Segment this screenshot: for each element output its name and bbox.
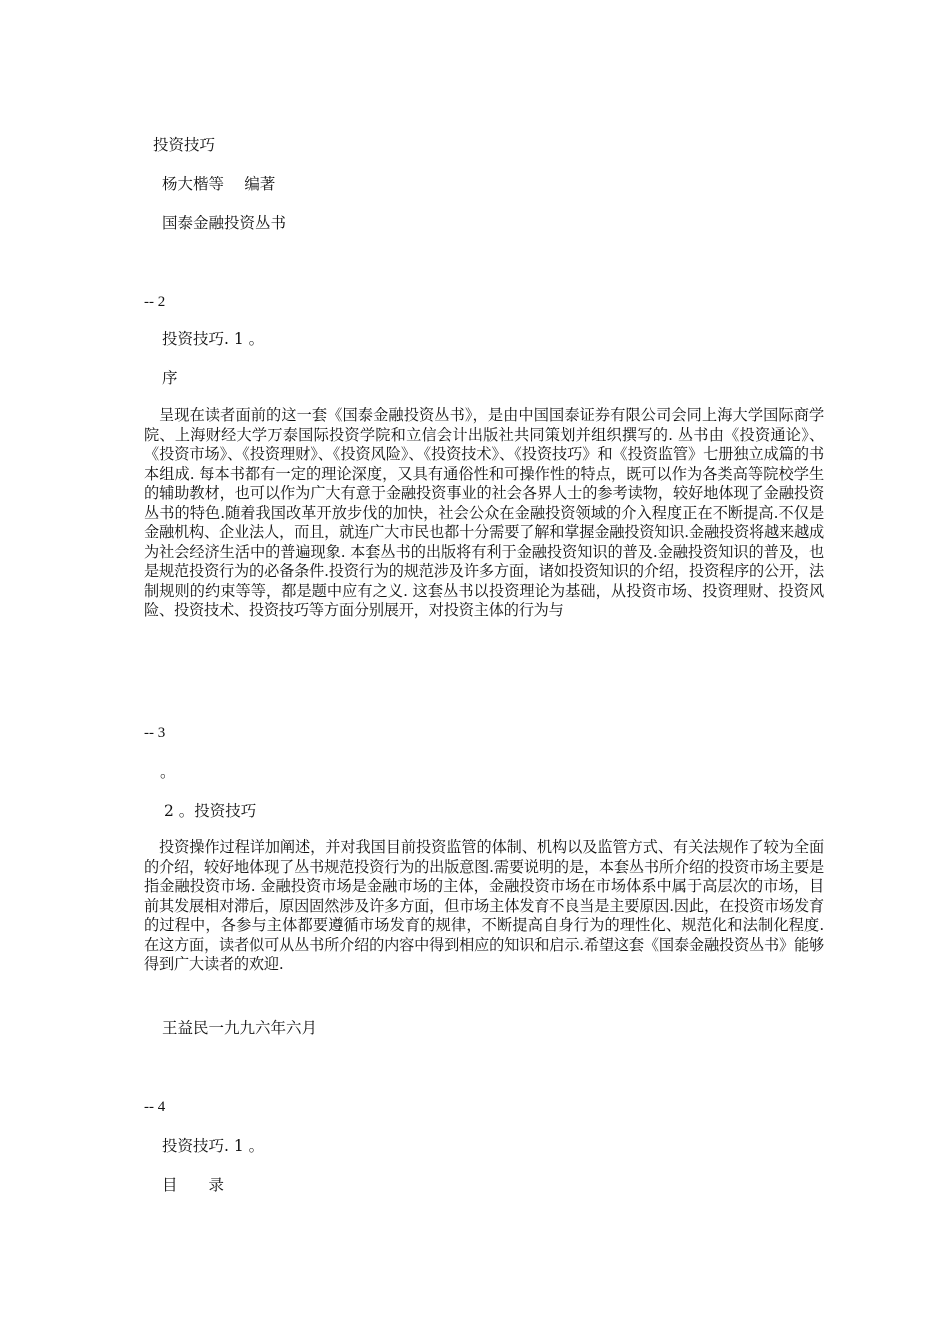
series-name: 国泰金融投资丛书 xyxy=(162,214,287,232)
running-header-4: 投资技巧. 1 。 xyxy=(162,1137,265,1155)
page-marker-2: -- 2 xyxy=(144,294,166,310)
page-marker-4: -- 4 xyxy=(144,1099,166,1115)
author-line: 杨大楷等 编著 xyxy=(162,175,276,193)
running-header-3: 2 。投资技巧 xyxy=(164,802,257,820)
preface-body-part1: 呈现在读者面前的这一套《国泰金融投资丛书》，是由中国国泰证券有限公司会同上海大学国际商学院、上海财经大学万泰国际投资学院和立信会计出版社共同策划并组织撰写的. 丛书由《投资通论》、《投资市场》、《投资理财》、《投资风险》、《投资技术》、《投资技巧》和《投资监管》七册独立成篇的书本组成. 每本书都有一定的理论深度，又具有通俗性和可操作性的特点，既可以作为各类高等院校学生的辅助教材，也可以作为广大有意于金融投资事业的社会各界人士的参考读物，较好地体现了金融投资丛书的特色.随着我国改革开放步伐的加快，社会公众在金融投资领域的介入程度正在不断提高.不仅是金融机构、企业法人，而且，就连广大市民也都十分需要了解和掌握金融投资知识.金融投资将越来越成为社会经济生活中的普遍现象. 本套丛书的出版将有利于金融投资知识的普及.金融投资知识的普及，也是规范投资行为的必备条件.投资行为的规范涉及许多方面，诸如投资知识的介绍，投资程序的公开，法制规则的约束等等，都是题中应有之义. 这套丛书以投资理论为基础，从投资市场、投资理财、投资风险、投资技术、投资技巧等方面分别展开，对投资主体的行为与 xyxy=(144,406,824,619)
preface-signature: 王益民一九九六年六月 xyxy=(162,1019,318,1037)
contents-heading: 目 录 xyxy=(162,1176,225,1194)
page-marker-3: -- 3 xyxy=(144,725,166,741)
book-title: 投资技巧 xyxy=(153,136,216,154)
preface-body-part2: 投资操作过程详加阐述，并对我国目前投资监管的体制、机构以及监管方式、有关法规作了较为全面的介绍，较好地体现了丛书规范投资行为的出版意图.需要说明的是，本套丛书所介绍的投资市场主要是指金融投资市场. 金融投资市场是金融市场的主体，金融投资市场在市场体系中属于高层次的市场，目前其发展相对滞后，原因固然涉及许多方面，但市场主体发育不良当是主要原因.因此，在投资市场发育的过程中，各参与主体都要遵循市场发育的规律，不断提高自身行为的理性化、规范化和法制化程度. 在这方面，读者似可从丛书所介绍的内容中得到相应的知识和启示.希望这套《国泰金融投资丛书》能够得到广大读者的欢迎. xyxy=(144,838,824,973)
page-dot: 。 xyxy=(160,763,176,781)
running-header-2: 投资技巧. 1 。 xyxy=(162,330,265,348)
preface-heading: 序 xyxy=(162,369,178,387)
